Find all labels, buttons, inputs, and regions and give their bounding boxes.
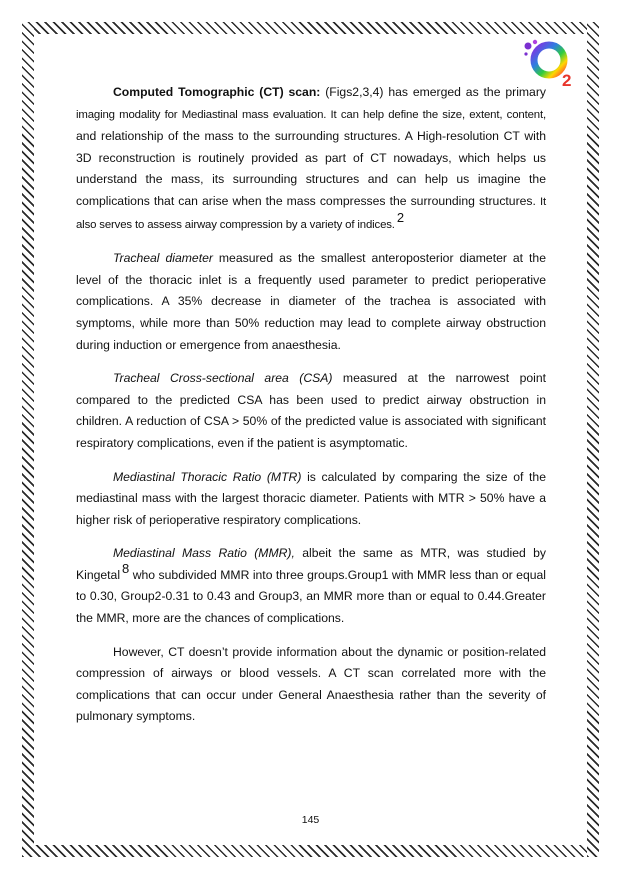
tracheal-diameter-text: measured as the smallest anteroposterior diameter at the level of the thoracic inlet is a frequently used parameter to predict perioperative complications. A 35% decrease in diameter of the trachea is associated with symptoms, while more than 50% reduction may lead to complete airway obstruction during induction or emergence from anaesthesia. — [76, 251, 546, 352]
paragraph-limitations — [76, 642, 546, 728]
svg-text:2: 2 — [562, 71, 572, 90]
limitations-text: However, CT doesn’t provide information about the dynamic or position-related compression of airways or blood vessels. A CT scan correlated more with the complications that can occur under General Anaesthesia rather than the severity of pulmonary symptoms. — [76, 644, 546, 724]
term-mtr: Mediastinal Thoracic Ratio (MTR) — [113, 469, 302, 484]
page-border-left — [22, 22, 34, 857]
tracheal-csa-text: measured at the narrowest point compared to the predicted CSA has been used to predict airway obstruction in children. A reduction of CSA > 50% of the predicted value is associated with significant respiratory complications, even if the patient is asymptomatic. — [76, 371, 546, 450]
page-border-right — [587, 22, 599, 857]
article-body — [76, 82, 546, 740]
ct-scan-first-line: imaging modality for Mediastinal mass evaluation. It can help define the size, extent, content, — [76, 108, 546, 121]
page-border-top — [22, 22, 599, 34]
mtr-text: is calculated by comparing the size of the mediastinal mass with the largest thoracic diameter. Patients with MTR > 50% have a higher risk of perioperative respiratory complications. — [76, 469, 546, 527]
paragraph-mtr — [76, 467, 546, 532]
ct-scan-figure-ref: (Figs2,3,4) has emerged as the primary — [320, 85, 546, 99]
paragraph-ct-scan — [76, 82, 546, 236]
term-mmr: Mediastinal Mass Ratio (MMR), — [113, 546, 295, 561]
ct-scan-tail: It also serves to assess airway compression by a variety of indices. — [76, 195, 546, 231]
paragraph-tracheal-csa — [76, 368, 546, 454]
citation-ref: 2 — [396, 209, 405, 225]
page-number: 145 — [301, 814, 320, 826]
ct-scan-heading: Computed Tomographic (CT) scan: — [113, 85, 321, 99]
citation-ref: 8 — [122, 560, 130, 576]
ct-scan-body: and relationship of the mass to the surrounding structures. A High-resolution CT with 3D reconstruction is routinely provided as part of CT nowadays, which helps us understand the mass, its surrounding structures and can help us imagine the complications that can arise when the mass compresses the surrounding structures. — [76, 129, 546, 208]
paragraph-mmr — [76, 543, 546, 629]
page-border-bottom — [22, 845, 599, 857]
mmr-text-end: who subdivided MMR into three groups.Group1 with MMR less than or equal to 0.30, Group2-0.31 to 0.43 and Group3, an MMR more than or equal to 0.44.Greater the MMR, more are the chances of complications. — [76, 567, 546, 626]
paragraph-tracheal-diameter — [76, 248, 546, 356]
mmr-text-start: albeit the same as MTR, was studied by Kingetal — [76, 546, 546, 582]
term-tracheal-csa: Tracheal Cross-sectional area (CSA) — [113, 371, 333, 386]
term-tracheal-diameter: Tracheal diameter — [113, 251, 213, 266]
